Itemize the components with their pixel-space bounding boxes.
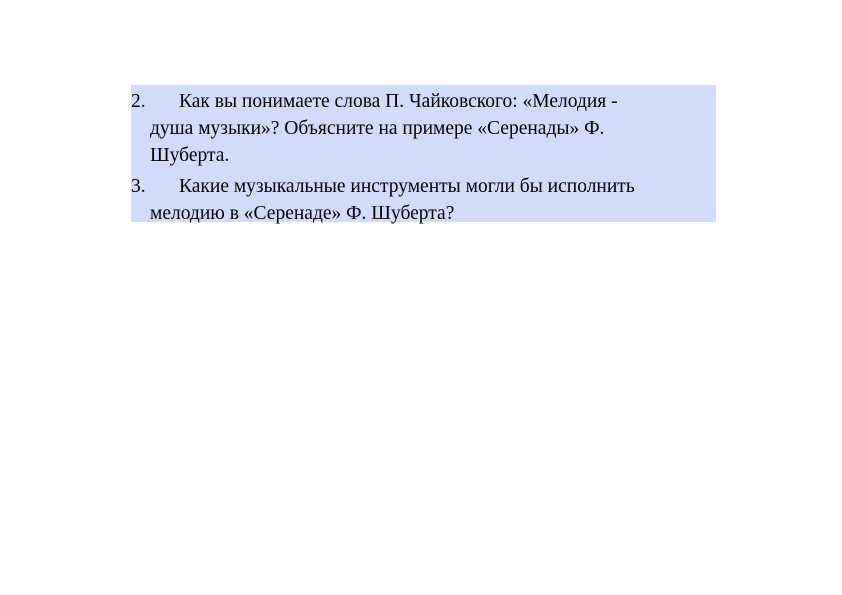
- question-text-box: [131, 85, 716, 222]
- question-item-2: [131, 88, 716, 169]
- question-text-line: душа музыки»? Объясните на примере «Серенады» Ф.: [150, 118, 605, 139]
- question-number: 2.: [131, 91, 146, 112]
- question-text-line: мелодию в «Серенаде» Ф. Шуберта?: [150, 203, 455, 224]
- question-item-3: [131, 173, 716, 227]
- question-text-line: Какие музыкальные инструменты могли бы исполнить: [179, 176, 635, 197]
- question-list: [131, 88, 716, 227]
- question-number: 3.: [131, 176, 146, 197]
- question-text-line: Шуберта.: [150, 145, 230, 166]
- question-text: [150, 88, 716, 169]
- question-text: [150, 173, 716, 227]
- question-text-line: Как вы понимаете слова П. Чайковского: «Мелодия -: [179, 91, 618, 112]
